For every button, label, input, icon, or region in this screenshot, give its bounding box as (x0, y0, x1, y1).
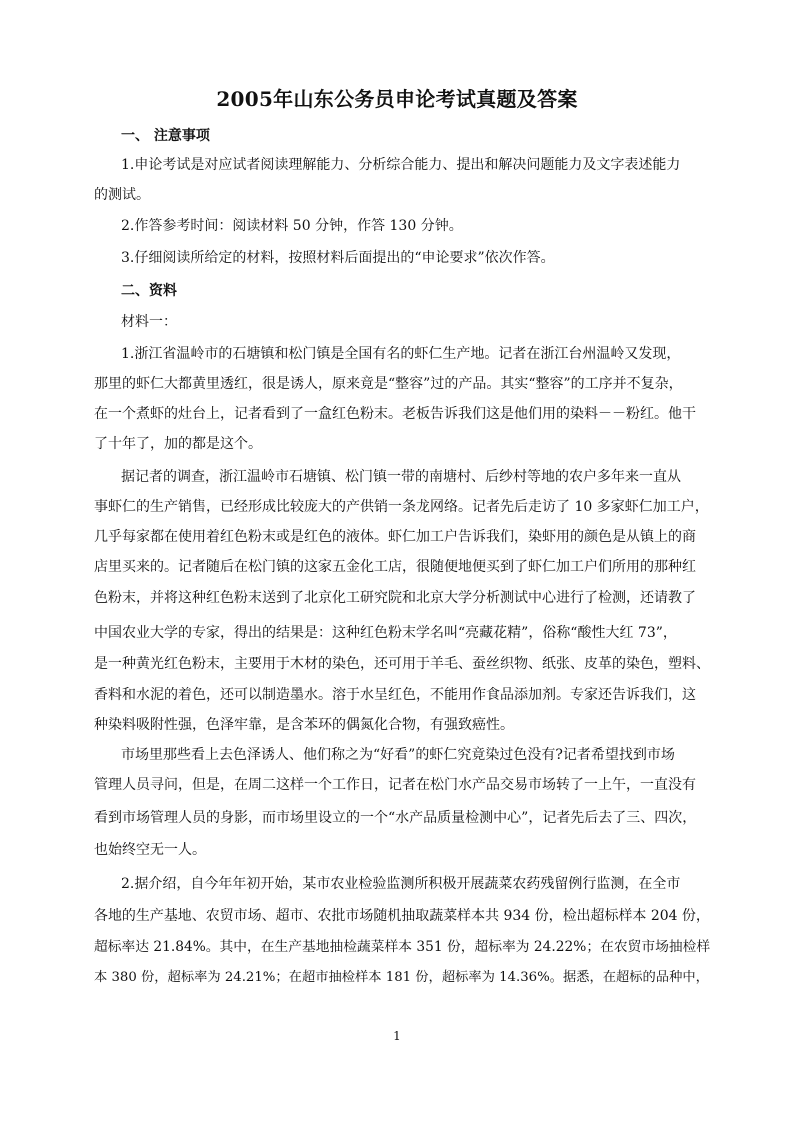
text-line: 市场里那些看上去色泽诱人、他们称之为“好看”的虾仁究竟染过色没有?记者希望找到市场 (121, 747, 675, 763)
text-line: 2.作答参考时间：阅读材料 50 分钟，作答 130 分钟。 (121, 218, 463, 234)
text-line: 几乎每家都在使用着红色粉末或是红色的液体。虾仁加工户告诉我们，染虾用的颜色是从镇上的商 (94, 529, 696, 545)
text-line: 在一个煮虾的灶台上，记者看到了一盒红色粉末。老板告诉我们这是他们用的染料－－粉红。他干 (94, 406, 696, 422)
text-line: 材料一： (121, 314, 177, 330)
text-line: 3.仔细阅读所给定的材料，按照材料后面提出的“申论要求”依次作答。 (121, 250, 555, 266)
text-line: 2.据介绍，自今年年初开始，某市农业检验监测所积极开展蔬菜农药残留例行监测，在全市 (121, 876, 681, 892)
document-title: 2005年山东公务员申论考试真题及答案 (216, 87, 578, 111)
section-heading-notice: 一、 注意事项 (121, 128, 210, 144)
text-line: 看到市场管理人员的身影，而市场里设立的一个“水产品质量检测中心”，记者先后去了三、四次， (94, 810, 697, 826)
page-number: 1 (393, 1029, 401, 1043)
text-line: 也始终空无一人。 (94, 842, 206, 858)
text-line: 那里的虾仁大都黄里透红，很是诱人，原来竟是“整容”过的产品。其实“整容”的工序并不复杂， (94, 376, 683, 392)
text-line: 中国农业大学的专家，得出的结果是：这种红色粉末学名叫“亮藏花精”，俗称“酸性大红 73”， (94, 625, 677, 641)
text-line: 香料和水泥的着色，还可以制造墨水。溶于水呈红色，不能用作食品添加剂。专家还告诉我们，这 (94, 687, 696, 703)
section-heading-materials: 二、资料 (121, 283, 177, 299)
text-line: 种染料吸附性强，色泽牢靠，是含苯环的偶氮化合物，有强致癌性。 (94, 717, 514, 733)
text-line: 色粉末，并将这种红色粉末送到了北京化工研究院和北京大学分析测试中心进行了检测，还请教了 (94, 590, 696, 606)
text-line: 事虾仁的生产销售，已经形成比较庞大的产供销一条龙网络。记者先后走访了 10 多家虾仁加工户， (94, 499, 709, 515)
text-line: 各地的生产基地、农贸市场、超市、农批市场随机抽取蔬菜样本共 934 份，检出超标样本 204 份， (94, 908, 710, 924)
text-line: 是一种黄光红色粉末，主要用于木材的染色，还可用于羊毛、蚕丝织物、纸张、皮革的染色，塑料、 (94, 656, 710, 672)
text-line: 据记者的调查，浙江温岭市石塘镇、松门镇一带的南塘村、后纱村等地的农户多年来一直从 (121, 469, 681, 485)
text-line: 1.浙江省温岭市的石塘镇和松门镇是全国有名的虾仁生产地。记者在浙江台州温岭又发现， (121, 346, 681, 362)
text-line: 1.申论考试是对应试者阅读理解能力、分析综合能力、提出和解决问题能力及文字表述能力 (121, 157, 681, 173)
text-line: 了十年了，加的都是这个。 (94, 436, 262, 452)
text-line: 管理人员寻问，但是，在周二这样一个工作日，记者在松门水产品交易市场转了一上午，一直没有 (94, 777, 696, 793)
text-line: 的测试。 (94, 187, 150, 203)
text-line: 店里买来的。记者随后在松门镇的这家五金化工店，很随便地便买到了虾仁加工户们所用的那种红 (94, 559, 696, 575)
text-line: 超标率达 21.84%。其中，在生产基地抽检蔬菜样本 351 份，超标率为 24.22%；在农贸市场抽检样 (94, 939, 711, 955)
text-line: 本 380 份，超标率为 24.21%；在超市抽检样本 181 份，超标率为 14.36%。据悉，在超标的品种中， (94, 970, 709, 985)
